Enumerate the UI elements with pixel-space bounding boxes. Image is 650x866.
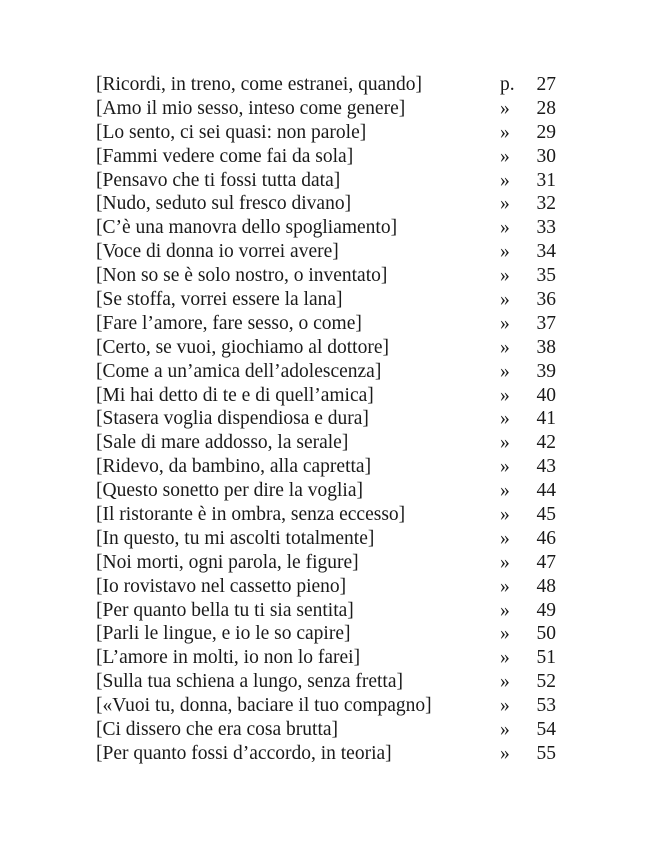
toc-entry-title: [Pensavo che ti fossi tutta data] — [96, 169, 341, 191]
toc-entry — [96, 264, 556, 288]
toc-entry-page: 39 — [536, 360, 556, 382]
toc-entry-marker: » — [500, 551, 510, 573]
toc-entry — [96, 599, 556, 623]
toc-entry-title: [Per quanto bella tu ti sia sentita] — [96, 599, 354, 621]
toc-entry — [96, 336, 556, 360]
toc-entry-page: 53 — [536, 695, 556, 717]
toc-entry-title: [In questo, tu mi ascolti totalmente] — [96, 527, 375, 549]
toc-entry — [96, 360, 556, 384]
toc-entry-page: 30 — [536, 145, 556, 167]
toc-entry-marker: » — [500, 408, 510, 430]
toc-entry-title: [Certo, se vuoi, giochiamo al dottore] — [96, 336, 389, 358]
toc-entry-page: 52 — [536, 671, 556, 693]
toc-entry-title: [Ci dissero che era cosa brutta] — [96, 719, 339, 741]
toc-entry-marker: » — [500, 742, 510, 764]
toc-entry — [96, 527, 556, 551]
toc-entry-marker: » — [500, 289, 510, 311]
toc-entry-marker: » — [500, 480, 510, 502]
toc-entry-title: [Sulla tua schiena a lungo, senza fretta] — [96, 671, 404, 693]
toc-entry — [96, 479, 556, 503]
toc-entry-title: [Il ristorante è in ombra, senza eccesso] — [96, 504, 406, 526]
toc-entry-marker: » — [500, 360, 510, 382]
toc-entry — [96, 169, 556, 193]
toc-entry — [96, 646, 556, 670]
toc-entry — [96, 694, 556, 718]
toc-entry-marker: » — [500, 575, 510, 597]
toc-entry — [96, 622, 556, 646]
toc-entry-page: 42 — [536, 432, 556, 454]
toc-entry-title: [Non so se è solo nostro, o inventato] — [96, 265, 388, 287]
toc-entry — [96, 670, 556, 694]
toc-entry-title: [Questo sonetto per dire la voglia] — [96, 480, 363, 502]
toc-entry-marker: » — [500, 217, 510, 239]
toc-entry-page: 38 — [536, 336, 556, 358]
toc-entry-title: [Amo il mio sesso, inteso come genere] — [96, 97, 406, 119]
toc-entry-marker: » — [500, 193, 510, 215]
toc-entry-title: [Se stoffa, vorrei essere la lana] — [96, 289, 343, 311]
toc-entry — [96, 192, 556, 216]
toc-entry — [96, 575, 556, 599]
toc-entry-title: [Parli le lingue, e io le so capire] — [96, 623, 351, 645]
toc-entry-marker: » — [500, 647, 510, 669]
toc-entry-marker: » — [500, 312, 510, 334]
toc-entry-marker: » — [500, 504, 510, 526]
toc-entry — [96, 551, 556, 575]
toc-entry-page: 31 — [536, 169, 556, 191]
toc-entry-page: 36 — [536, 289, 556, 311]
toc-entry-title: [Lo sento, ci sei quasi: non parole] — [96, 121, 367, 143]
toc-entry-title: [«Vuoi tu, donna, baciare il tuo compagno] — [96, 695, 432, 717]
toc-entry-page: 44 — [536, 480, 556, 502]
toc-entry-page: 33 — [536, 217, 556, 239]
toc-entry-page: 55 — [536, 742, 556, 764]
toc-entry-title: [Noi morti, ogni parola, le figure] — [96, 551, 359, 573]
toc-entry-page: 27 — [536, 74, 556, 95]
toc-entry-marker: » — [500, 336, 510, 358]
toc-entry-marker: » — [500, 623, 510, 645]
toc-entry-page: 28 — [536, 97, 556, 119]
toc-entry-page: 40 — [536, 384, 556, 406]
toc-entry-title: [Voce di donna io vorrei avere] — [96, 241, 339, 263]
toc-entry-marker: » — [500, 121, 510, 143]
toc-entry-title: [L’amore in molti, io non lo farei] — [96, 647, 361, 669]
toc-entry — [96, 73, 556, 97]
toc-entry-marker: » — [500, 169, 510, 191]
toc-entry-page: 48 — [536, 575, 556, 597]
toc-entry-marker: » — [500, 384, 510, 406]
toc-entry-title: [Per quanto fossi d’accordo, in teoria] — [96, 742, 392, 764]
toc-entry-title: [Io rovistavo nel cassetto pieno] — [96, 575, 347, 597]
toc-entry-page: 54 — [536, 719, 556, 741]
toc-entry-page: 37 — [536, 312, 556, 334]
toc-entry — [96, 503, 556, 527]
toc-entry-marker: » — [500, 97, 510, 119]
toc-entry — [96, 121, 556, 145]
toc-entry — [96, 384, 556, 408]
toc-entry-page: 41 — [536, 408, 556, 430]
toc-entry-page: 35 — [536, 265, 556, 287]
toc-entry — [96, 240, 556, 264]
toc-entry — [96, 97, 556, 121]
toc-entry-marker: » — [500, 719, 510, 741]
toc-entry — [96, 455, 556, 479]
toc-entry-page: 51 — [536, 647, 556, 669]
toc-entry-title: [Ricordi, in treno, come estranei, quando] — [96, 74, 422, 95]
toc-entry-page: 50 — [536, 623, 556, 645]
toc-entry-title: [Stasera voglia dispendiosa e dura] — [96, 408, 369, 430]
toc-entry — [96, 431, 556, 455]
toc-entry — [96, 407, 556, 431]
toc-entry-marker: » — [500, 527, 510, 549]
toc-entry-marker: » — [500, 456, 510, 478]
toc-entry-page: 29 — [536, 121, 556, 143]
toc-entry-title: [Mi hai detto di te e di quell’amica] — [96, 384, 374, 406]
toc-entry — [96, 145, 556, 169]
toc-entry-page: 34 — [536, 241, 556, 263]
toc-entry-marker: » — [500, 241, 510, 263]
toc-entry-page: 43 — [536, 456, 556, 478]
toc-entry-title: [Ridevo, da bambino, alla capretta] — [96, 456, 372, 478]
toc-entry — [96, 742, 556, 766]
toc-entry-marker: » — [500, 599, 510, 621]
toc-entry-page: 45 — [536, 504, 556, 526]
toc-entry-marker: » — [500, 432, 510, 454]
toc-entry-marker: » — [500, 265, 510, 287]
toc-entry-title: [Come a un’amica dell’adolescenza] — [96, 360, 382, 382]
toc-entry-page: 49 — [536, 599, 556, 621]
toc-entry-title: [Fammi vedere come fai da sola] — [96, 145, 354, 167]
toc-entry — [96, 718, 556, 742]
toc-entry-page: 46 — [536, 527, 556, 549]
toc-entry — [96, 216, 556, 240]
toc-entry — [96, 312, 556, 336]
toc-entry-marker: » — [500, 671, 510, 693]
toc-entry-marker: » — [500, 145, 510, 167]
toc-entry-marker: p. — [500, 74, 515, 95]
toc-entry-page: 32 — [536, 193, 556, 215]
toc-entry — [96, 288, 556, 312]
table-of-contents — [96, 73, 556, 766]
toc-entry-title: [Fare l’amore, fare sesso, o come] — [96, 312, 362, 334]
toc-entry-marker: » — [500, 695, 510, 717]
toc-entry-title: [Nudo, seduto sul fresco divano] — [96, 193, 352, 215]
toc-entry-page: 47 — [536, 551, 556, 573]
toc-entry-title: [C’è una manovra dello spogliamento] — [96, 217, 398, 239]
toc-entry-title: [Sale di mare addosso, la serale] — [96, 432, 349, 454]
